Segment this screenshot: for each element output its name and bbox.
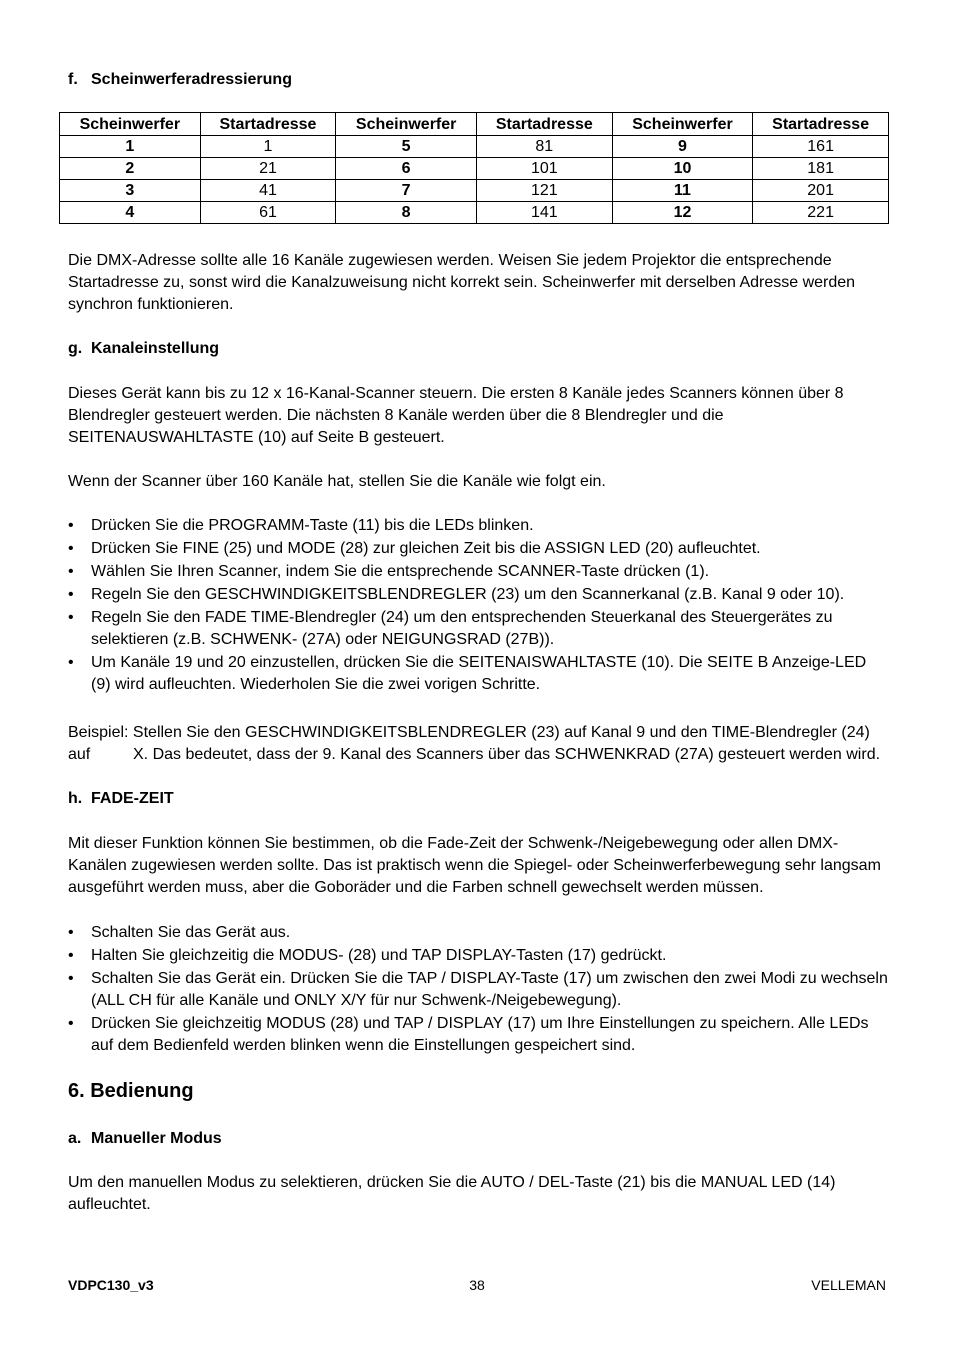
table-cell: 4 xyxy=(60,202,201,224)
table-header: Startadresse xyxy=(476,113,612,136)
table-cell: 10 xyxy=(612,158,753,180)
list-item-text: Um Kanäle 19 und 20 einzustellen, drücken Sie die SEITENAISWAHLTASTE (10). Die SEITE B Anzeige-LED (9) wird aufleuchten. Wiederholen Sie die zwei vorigen Schritte. xyxy=(91,654,867,693)
table-cell: 61 xyxy=(200,202,336,224)
table-cell: 2 xyxy=(60,158,201,180)
list-item-text: Schalten Sie das Gerät ein. Drücken Sie die TAP / DISPLAY-Taste (17) um zwischen den zwei Modi zu wechseln (ALL CH für alle Kanäle und ONLY X/Y für nur Schwenk-/Neigebewegung). xyxy=(91,970,888,1009)
table-row xyxy=(60,136,889,158)
bullet-icon: • xyxy=(68,924,74,941)
section-f-title: Scheinwerferadressierung xyxy=(91,71,292,88)
section-f-heading xyxy=(68,69,292,91)
table-cell: 21 xyxy=(200,158,336,180)
paragraph-a: Um den manuellen Modus zu selektieren, drücken Sie die AUTO / DEL-Taste (21) bis die MANUAL LED (14) aufleuchtet. xyxy=(68,1174,836,1213)
table-cell: 181 xyxy=(753,158,889,180)
list-item xyxy=(68,945,890,967)
table-cell: 11 xyxy=(612,180,753,202)
bullet-list-h xyxy=(68,922,890,1058)
footer-page-number: 38 xyxy=(469,1277,485,1293)
section-h-heading xyxy=(68,788,174,810)
table-cell: 12 xyxy=(612,202,753,224)
section-g-heading xyxy=(68,338,219,360)
list-item-text: Regeln Sie den GESCHWINDIGKEITSBLENDREGLER (23) um den Scannerkanal (z.B. Kanal 9 oder 10). xyxy=(91,586,845,603)
table-cell: 81 xyxy=(476,136,612,158)
table-header: Startadresse xyxy=(753,113,889,136)
bullet-icon: • xyxy=(68,947,74,964)
table-cell: 3 xyxy=(60,180,201,202)
table-header: Scheinwerfer xyxy=(336,113,477,136)
paragraph-g1: Dieses Gerät kann bis zu 12 x 16-Kanal-Scanner steuern. Die ersten 8 Kanäle jedes Scanners können über 8 Blendregler gesteuert werden. Die nächsten 8 Kanäle werden über die 8 Blendregler und die SEITENAUSWAHLTASTE (10) auf Seite B gesteuert. xyxy=(68,385,844,446)
example-line-2: X. Das bedeutet, dass der 9. Kanal des Scanners über das SCHWENKRAD (27A) gesteuert werden wird. xyxy=(133,746,881,763)
paragraph-g2: Wenn der Scanner über 160 Kanäle hat, stellen Sie die Kanäle wie folgt ein. xyxy=(68,473,606,490)
table-header: Scheinwerfer xyxy=(60,113,201,136)
table-cell: 141 xyxy=(476,202,612,224)
table-cell: 9 xyxy=(612,136,753,158)
table-cell: 1 xyxy=(60,136,201,158)
list-item xyxy=(68,1013,890,1057)
bullet-list-g xyxy=(68,515,890,697)
list-item xyxy=(68,607,890,651)
table-header-row xyxy=(60,113,889,136)
section-g-letter: g. xyxy=(68,340,83,357)
section-g-title: Kanaleinstellung xyxy=(91,340,220,357)
section-6-title: 6. Bedienung xyxy=(68,1080,194,1102)
bullet-icon: • xyxy=(68,563,74,580)
table-cell: 8 xyxy=(336,202,477,224)
table-row xyxy=(60,202,889,224)
table-cell: 6 xyxy=(336,158,477,180)
footer-brand: VELLEMAN xyxy=(811,1277,886,1293)
section-a-heading xyxy=(68,1128,222,1150)
section-a-title: Manueller Modus xyxy=(91,1130,222,1147)
paragraph-h: Mit dieser Funktion können Sie bestimmen, ob die Fade-Zeit der Schwenk-/Neigebewegung oder allen DMX-Kanälen zugewiesen werden sollte. Das ist praktisch wenn die Spiegel- oder Scheinwerferbewegung sehr langsam ausgeführt werden muss, aber die Goboräder und die Farben schnell gewechselt werden müssen. xyxy=(68,835,881,896)
section-a-letter: a. xyxy=(68,1130,82,1147)
table-cell: 1 xyxy=(200,136,336,158)
table-cell: 201 xyxy=(753,180,889,202)
list-item-text: Drücken Sie gleichzeitig MODUS (28) und TAP / DISPLAY (17) um Ihre Einstellungen zu speichern. Alle LEDs auf dem Bedienfeld werden blinken wenn die Einstellungen gespeichert sind. xyxy=(91,1015,869,1054)
list-item-text: Halten Sie gleichzeitig die MODUS- (28) und TAP DISPLAY-Tasten (17) gedrückt. xyxy=(91,947,667,964)
list-item-text: Drücken Sie FINE (25) und MODE (28) zur gleichen Zeit bis die ASSIGN LED (20) aufleuchtet. xyxy=(91,540,761,557)
list-item-text: Schalten Sie das Gerät aus. xyxy=(91,924,291,941)
list-item xyxy=(68,561,890,583)
table-cell: 121 xyxy=(476,180,612,202)
address-table xyxy=(59,112,889,224)
list-item-text: Wählen Sie Ihren Scanner, indem Sie die entsprechende SCANNER-Taste drücken (1). xyxy=(91,563,710,580)
bullet-icon: • xyxy=(68,1015,74,1032)
table-cell: 221 xyxy=(753,202,889,224)
table-row xyxy=(60,158,889,180)
list-item-text: Regeln Sie den FADE TIME-Blendregler (24) um den entsprechenden Steuerkanal des Steuergerätes zu selektieren (z.B. SCHWENK- (27A) oder NEIGUNGSRAD (27B)). xyxy=(91,609,833,648)
table-cell: 101 xyxy=(476,158,612,180)
list-item xyxy=(68,538,890,560)
list-item xyxy=(68,652,890,696)
example-line-1: Beispiel: Stellen Sie den GESCHWINDIGKEITSBLENDREGLER (23) auf Kanal 9 und den TIME-Blendregler (24) auf xyxy=(68,724,870,763)
table-cell: 161 xyxy=(753,136,889,158)
list-item-text: Drücken Sie die PROGRAMM-Taste (11) bis die LEDs blinken. xyxy=(91,517,534,534)
footer-document-code: VDPC130_v3 xyxy=(68,1277,154,1293)
table-cell: 7 xyxy=(336,180,477,202)
section-f-letter: f. xyxy=(68,71,78,88)
list-item xyxy=(68,968,890,1012)
table-header: Startadresse xyxy=(200,113,336,136)
list-item xyxy=(68,922,890,944)
bullet-icon: • xyxy=(68,654,74,671)
paragraph-dmx: Die DMX-Adresse sollte alle 16 Kanäle zugewiesen werden. Weisen Sie jedem Projektor die entsprechende Startadresse zu, sonst wird die Kanalzuweisung nicht korrekt sein. Scheinwerfer mit derselben Adresse werden synchron funktionieren. xyxy=(68,252,856,313)
table-header: Scheinwerfer xyxy=(612,113,753,136)
list-item xyxy=(68,515,890,537)
bullet-icon: • xyxy=(68,970,74,987)
section-h-title: FADE-ZEIT xyxy=(91,790,174,807)
table-row xyxy=(60,180,889,202)
bullet-icon: • xyxy=(68,586,74,603)
bullet-icon: • xyxy=(68,540,74,557)
bullet-icon: • xyxy=(68,517,74,534)
list-item xyxy=(68,584,890,606)
section-h-letter: h. xyxy=(68,790,83,807)
bullet-icon: • xyxy=(68,609,74,626)
table-cell: 41 xyxy=(200,180,336,202)
table-cell: 5 xyxy=(336,136,477,158)
